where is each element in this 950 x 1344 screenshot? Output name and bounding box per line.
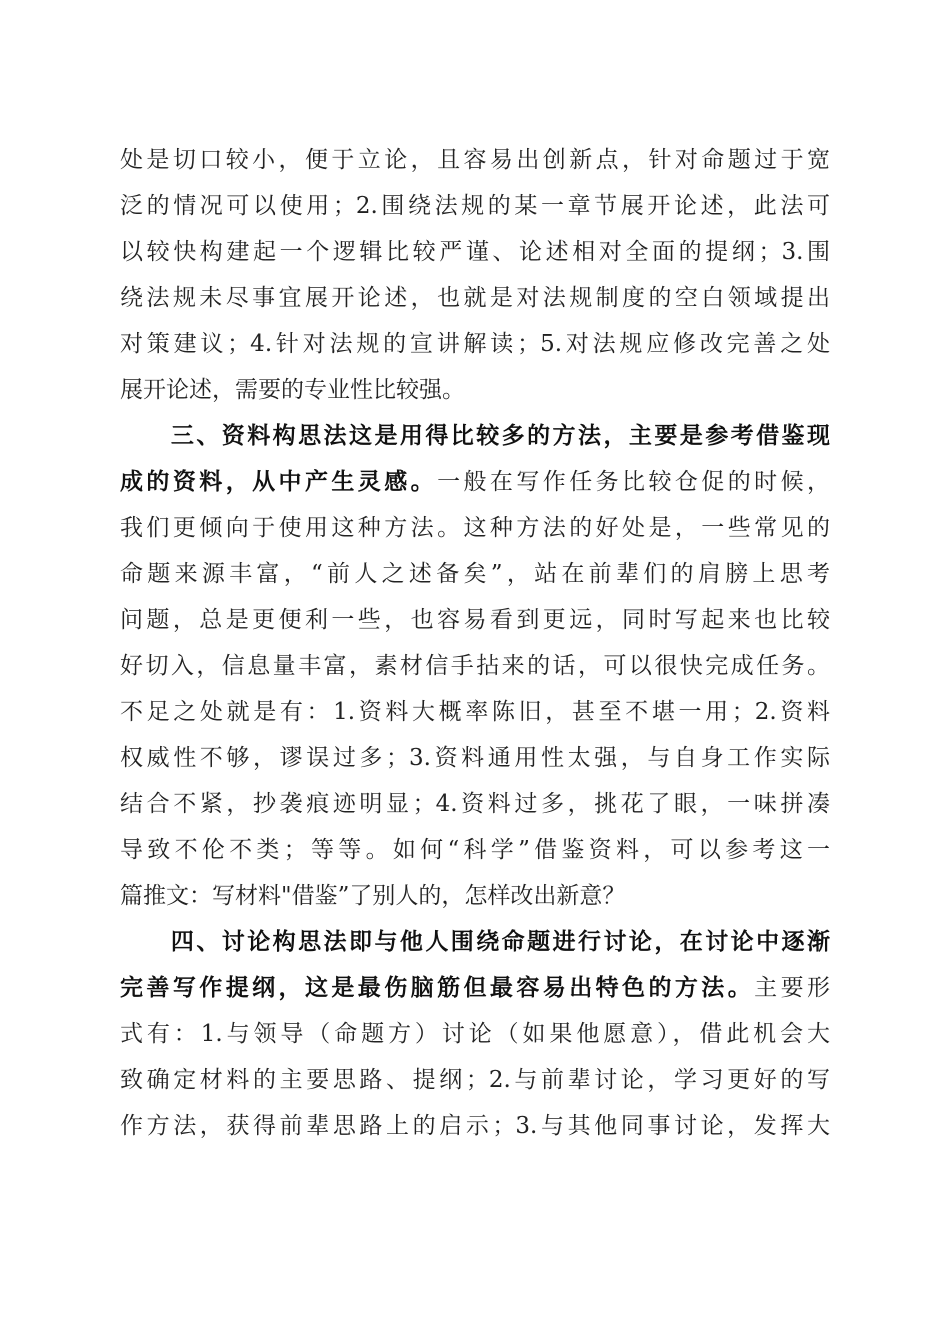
text-line: [120, 322, 830, 366]
text-span: 篇推文：写材料"借鉴”了别人的，怎样改出新意？: [120, 883, 626, 909]
text-span: 处是切口较小，便于立论，且容易出创新点，针对命题过于宽: [120, 147, 830, 173]
text-line: [120, 1058, 830, 1102]
text-line: [120, 690, 830, 734]
text-line: [120, 966, 830, 1010]
text-line: [120, 874, 830, 918]
text-span: 权威性不够，谬误过多；3.资料通用性太强，与自身工作实际: [120, 745, 830, 771]
text-span: 结合不紧，抄袭痕迹明显；4.资料过多，挑花了眼，一味拼凑: [120, 791, 830, 817]
text-line: [120, 598, 830, 642]
text-span: 式有：1.与领导（命题方）讨论（如果他愿意），借此机会大: [120, 1021, 830, 1047]
text-line: [120, 138, 830, 182]
text-line: [120, 460, 830, 504]
text-line: [120, 184, 830, 228]
text-line: [120, 782, 830, 826]
text-line: [120, 828, 830, 872]
section-heading-3: 三、资料构思法这是用得比较多的方法，主要是参考借鉴现: [120, 423, 830, 449]
text-span: 以较快构建起一个逻辑比较严谨、论述相对全面的提纲；3.围: [120, 239, 830, 265]
text-line: [120, 368, 830, 412]
text-line: [120, 506, 830, 550]
text-span: 一般在写作任务比较仓促的时候，: [437, 469, 831, 495]
section-heading-line: [120, 414, 830, 458]
text-line: [120, 644, 830, 688]
text-span: 导致不伦不类；等等。如何“科学”借鉴资料，可以参考这一: [120, 837, 830, 863]
text-span: 泛的情况可以使用；2.围绕法规的某一章节展开论述，此法可: [120, 193, 830, 219]
section-heading-line: [120, 920, 830, 964]
text-span: 问题，总是更便利一些，也容易看到更远，同时写起来也比较: [120, 607, 830, 633]
text-line: [120, 276, 830, 320]
bold-span: 成的资料，从中产生灵感。: [120, 469, 438, 495]
text-line: [120, 736, 830, 780]
bold-span: 完善写作提纲，这是最伤脑筋但最容易出特色的方法。: [120, 975, 755, 1001]
text-line: [120, 1104, 830, 1148]
text-span: 主要形: [754, 975, 831, 1001]
text-span: 作方法，获得前辈思路上的启示；3.与其他同事讨论，发挥大: [120, 1113, 830, 1139]
section-heading-4: 四、讨论构思法即与他人围绕命题进行讨论，在讨论中逐渐: [120, 929, 830, 955]
text-span: 不足之处就是有：1.资料大概率陈旧，甚至不堪一用；2.资料: [120, 699, 830, 725]
text-line: [120, 230, 830, 274]
text-span: 展开论述，需要的专业性比较强。: [120, 377, 465, 403]
text-span: 好切入，信息量丰富，素材信手拈来的话，可以很快完成任务。: [120, 653, 830, 679]
text-span: 绕法规未尽事宜展开论述，也就是对法规制度的空白领域提出: [120, 285, 830, 311]
text-line: [120, 552, 830, 596]
text-span: 对策建议；4.针对法规的宣讲解读；5.对法规应修改完善之处: [120, 331, 830, 357]
text-line: [120, 1012, 830, 1056]
text-span: 致确定材料的主要思路、提纲；2.与前辈讨论，学习更好的写: [120, 1067, 830, 1093]
text-span: 命题来源丰富，“前人之述备矣”，站在前辈们的肩膀上思考: [120, 561, 830, 587]
text-span: 我们更倾向于使用这种方法。这种方法的好处是，一些常见的: [120, 515, 830, 541]
